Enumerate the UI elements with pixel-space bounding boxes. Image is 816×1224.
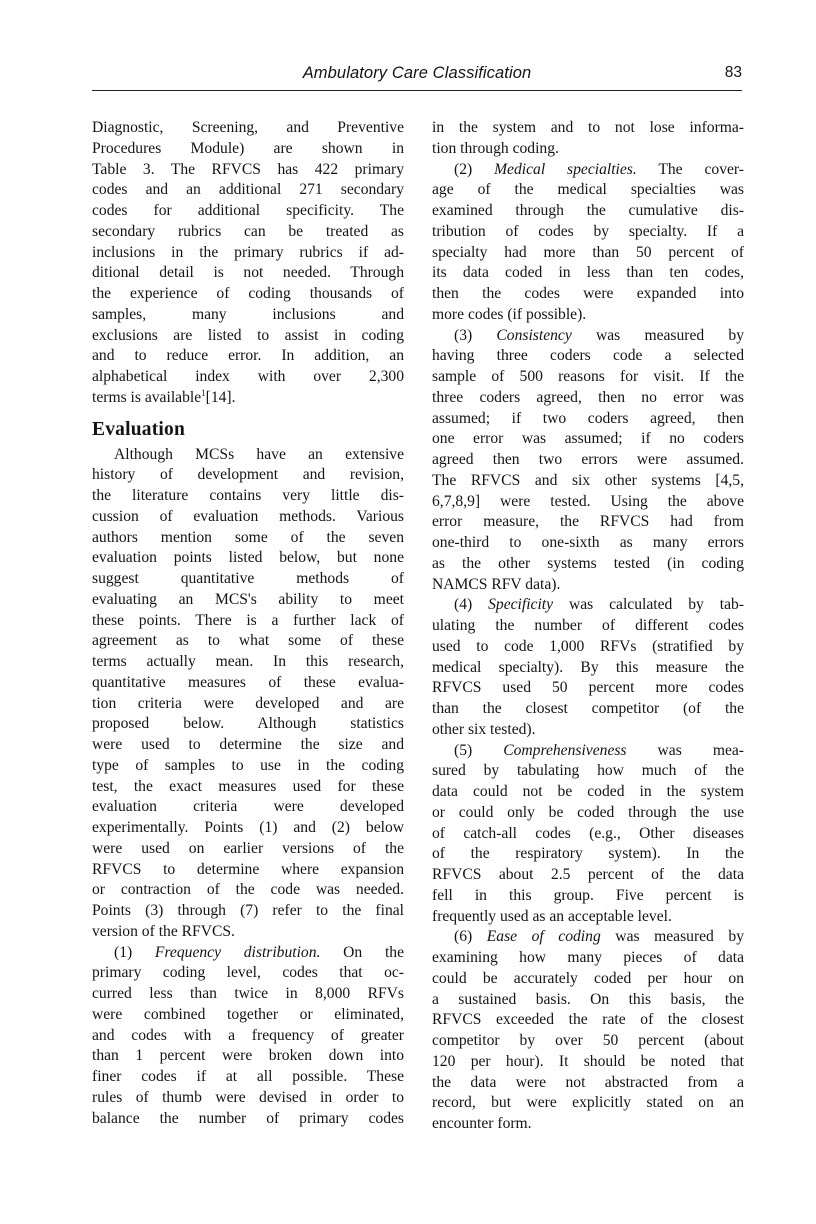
paragraph-specificity	[432, 595, 744, 740]
running-header	[92, 64, 742, 91]
text-line: Diagnostic, Screening, and Preventive	[92, 119, 404, 136]
text-line: secondary rubrics can be treated as	[92, 222, 404, 240]
paragraph-evaluation-intro	[92, 445, 404, 943]
text-line: RFVCS used 50 percent more codes	[432, 679, 744, 697]
text-line: of catch-all codes (e.g., Other diseases	[432, 824, 744, 842]
text-line: sured by tabulating how much of the	[432, 762, 744, 780]
text-line	[432, 326, 744, 347]
text-line: frequently used as an acceptable level.	[432, 907, 672, 925]
text-line: samples, many inclusions and	[92, 305, 404, 323]
text-run: On the	[320, 943, 405, 961]
text-line: The RFVCS and six other systems [4,5,	[432, 471, 744, 489]
text-line	[432, 160, 744, 181]
text-line: record, but were explicitly stated on an	[432, 1094, 744, 1112]
text-line: ulating the number of different codes	[432, 617, 744, 634]
text-line: age of the medical specialties was	[432, 181, 744, 199]
text-line: error measure, the RFVCS had from	[432, 513, 744, 531]
item-number: (3)	[454, 326, 497, 344]
text-line: type of samples to use in the coding	[92, 756, 404, 774]
text-line: were used to determine the size and	[92, 736, 404, 753]
text-line	[92, 943, 404, 964]
item-number: (1)	[114, 943, 155, 961]
criterion-term: Medical specialties.	[494, 160, 637, 178]
paragraph-comprehensiveness	[432, 741, 744, 928]
text-line	[432, 927, 744, 948]
text-line: NAMCS RFV data).	[432, 575, 561, 593]
paragraph-consistency	[432, 326, 744, 596]
text-line: as the other systems tested (in coding	[432, 554, 744, 572]
text-line: in the system and to not lose informa-	[432, 119, 744, 136]
text-line: codes and an additional 271 secondary	[92, 181, 404, 199]
text-line: suggest quantitative methods of	[92, 570, 404, 587]
text-line: were combined together or eliminated,	[92, 1005, 404, 1023]
text-line: tribution of codes by specialty. If a	[432, 222, 744, 240]
text-line	[92, 388, 404, 409]
text-line: curred less than twice in 8,000 RFVs	[92, 985, 404, 1002]
text-line: examining how many pieces of data	[432, 949, 744, 966]
text-line: specialty had more than 50 percent of	[432, 243, 744, 261]
text-line: the data were not abstracted from a	[432, 1073, 744, 1091]
text-run: was calculated by tab-	[553, 596, 744, 614]
text-line: RFVCS about 2.5 percent of the data	[432, 866, 744, 883]
text-line: terms actually mean. In this research,	[92, 653, 404, 670]
paragraph-ease-of-coding	[432, 927, 744, 1135]
footnote-marker: 1	[201, 387, 206, 398]
right-column	[432, 118, 744, 1135]
text-line: could be accurately coded per hour on	[432, 969, 744, 987]
text-line: sample of 500 reasons for visit. If the	[432, 368, 744, 385]
paragraph-continuation	[432, 118, 744, 160]
text-line: exclusions are listed to assist in coding	[92, 326, 404, 344]
page-number: 83	[724, 64, 742, 81]
text-run: was measured by	[600, 928, 744, 946]
text-line: assumed; if two coders agreed, then	[432, 409, 744, 427]
text-run: The cover-	[636, 160, 744, 178]
text-line: used to code 1,000 RFVs (stratified by	[432, 637, 744, 655]
text-line: one error was assumed; if no coders	[432, 430, 744, 448]
text-line: ditional detail is not needed. Through	[92, 264, 404, 282]
text-line: more codes (if possible).	[432, 305, 587, 323]
text-line: RFVCS exceeded the rate of the closest	[432, 1011, 744, 1029]
text-line: quantitative measures of these evalua-	[92, 673, 404, 691]
text-line: the literature contains very little dis-	[92, 487, 404, 504]
text-line: tion criteria were developed and are	[92, 694, 404, 712]
text-run: was mea-	[626, 741, 744, 759]
text-line: or contraction of the code was needed.	[92, 881, 404, 899]
text-run: terms is available	[92, 388, 202, 406]
text-line: competitor by over 50 percent (about	[432, 1032, 744, 1049]
text-line: test, the exact measures used for these	[92, 777, 404, 795]
text-line: finer codes if at all possible. These	[92, 1068, 404, 1085]
text-line: RFVCS to determine where expansion	[92, 860, 404, 878]
text-line: were used on earlier versions of the	[92, 839, 404, 857]
text-line: agreement as to what some of these	[92, 632, 404, 650]
text-line: experimentally. Points (1) and (2) below	[92, 819, 404, 836]
item-number: (4)	[454, 596, 489, 614]
text-line: and to reduce error. In addition, an	[92, 347, 404, 365]
text-line: these points. There is a further lack of	[92, 611, 404, 629]
running-title: Ambulatory Care Classification	[302, 64, 532, 82]
item-number: (5)	[454, 741, 504, 759]
text-line: Points (3) through (7) refer to the final	[92, 902, 404, 919]
paragraph-medical-specialties	[432, 160, 744, 326]
text-line: of the respiratory system). In the	[432, 845, 744, 863]
text-line: medical specialty). By this measure the	[432, 658, 744, 676]
paragraph-frequency-distribution	[92, 943, 404, 1130]
text-line: other six tested).	[432, 720, 536, 738]
text-line	[432, 741, 744, 762]
text-line: evaluating an MCS's ability to meet	[92, 590, 404, 608]
text-line: tion through coding.	[432, 139, 559, 157]
item-number: (6)	[454, 928, 487, 946]
text-line: than 1 percent were broken down into	[92, 1047, 404, 1065]
item-number: (2)	[454, 160, 495, 178]
text-run: was measured by	[571, 326, 744, 344]
text-line: having three coders code a selected	[432, 347, 744, 365]
text-line: or could only be coded through the use	[432, 803, 744, 821]
criterion-term: Frequency distribution.	[154, 943, 321, 961]
text-line: than the closest competitor (of the	[432, 700, 744, 717]
text-line: agreed then two errors were assumed.	[432, 451, 744, 468]
text-line: authors mention some of the seven	[92, 528, 404, 546]
text-line: inclusions in the primary rubrics if ad-	[92, 243, 404, 261]
text-line: evaluation criteria were developed	[92, 798, 404, 816]
text-line: Although MCSs have an extensive	[114, 445, 404, 463]
text-line: rules of thumb were devised in order to	[92, 1088, 404, 1106]
text-line: Procedures Module) are shown in	[92, 139, 404, 157]
text-line: 120 per hour). It should be noted that	[432, 1052, 744, 1070]
text-line: then the codes were expanded into	[432, 285, 744, 302]
text-line: three coders agreed, then no error was	[432, 388, 744, 406]
text-line: Table 3. The RFVCS has 422 primary	[92, 160, 404, 178]
text-line: codes for additional specificity. The	[92, 202, 404, 219]
text-line: encounter form.	[432, 1115, 532, 1132]
text-line: the experience of coding thousands of	[92, 285, 404, 302]
text-line: and codes with a frequency of greater	[92, 1026, 404, 1044]
text-line: version of the RFVCS.	[92, 922, 235, 940]
text-line: cussion of evaluation methods. Various	[92, 507, 404, 525]
paragraph-table3-summary	[92, 118, 404, 409]
text-line: proposed below. Although statistics	[92, 715, 404, 733]
text-line: history of development and revision,	[92, 466, 404, 484]
text-line: alphabetical index with over 2,300	[92, 368, 404, 385]
text-line: primary coding level, codes that oc-	[92, 964, 404, 982]
text-line: a sustained basis. On this basis, the	[432, 990, 744, 1008]
text-line	[432, 595, 744, 616]
text-line: examined through the cumulative dis-	[432, 202, 744, 219]
criterion-term: Ease of coding	[486, 928, 601, 946]
text-line: evaluation points listed below, but none	[92, 549, 404, 567]
section-heading-evaluation: Evaluation	[92, 418, 186, 440]
criterion-term: Consistency	[496, 326, 572, 344]
text-line: its data coded in less than ten codes,	[432, 264, 744, 282]
text-line: 6,7,8,9] were tested. Using the above	[432, 492, 744, 510]
criterion-term: Specificity	[488, 596, 554, 614]
citation: [14].	[205, 388, 236, 406]
left-column	[92, 118, 404, 1129]
text-line: one-third to one-sixth as many errors	[432, 534, 744, 551]
text-line: fell in this group. Five percent is	[432, 886, 744, 904]
criterion-term: Comprehensiveness	[503, 741, 627, 759]
text-line: balance the number of primary codes	[92, 1109, 404, 1127]
text-line: data could not be coded in the system	[432, 783, 744, 800]
